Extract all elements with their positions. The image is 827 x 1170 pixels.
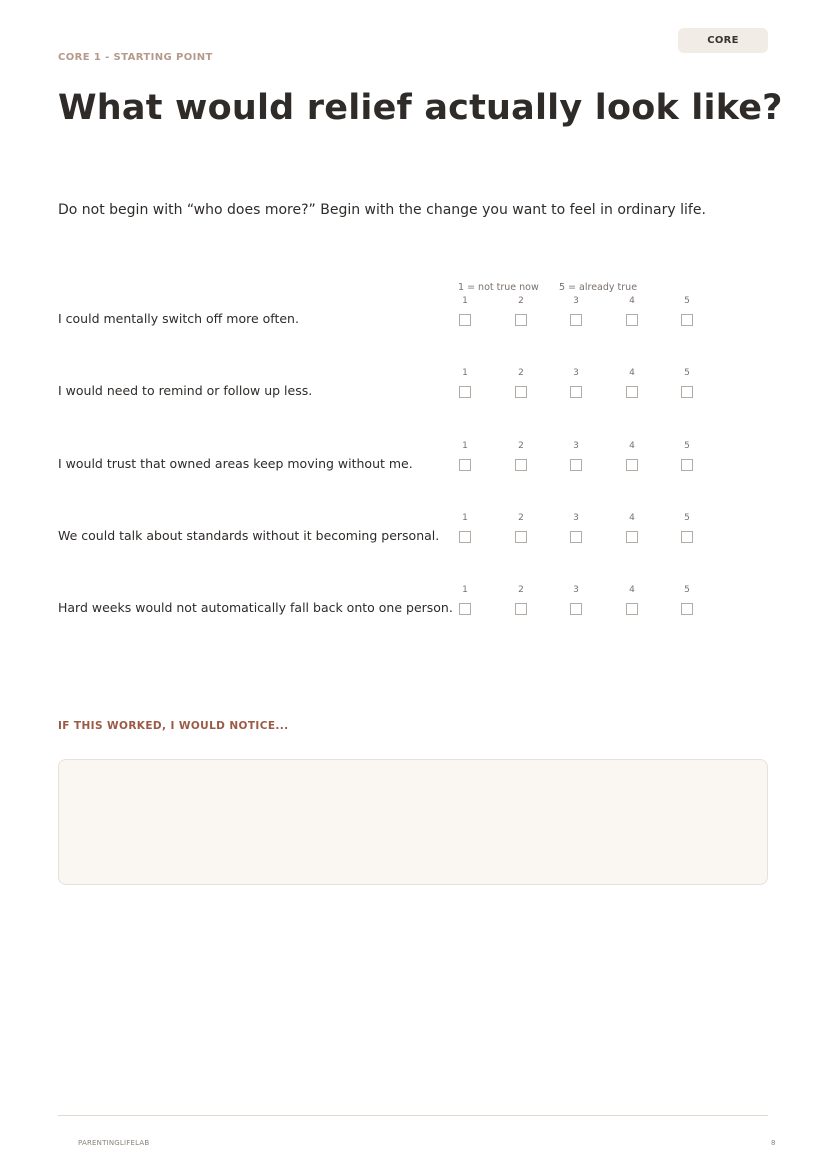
rating-row bbox=[58, 513, 768, 585]
rating-row bbox=[58, 368, 768, 440]
rating-option bbox=[679, 441, 695, 471]
rating-option-number: 2 bbox=[518, 512, 524, 523]
rating-option-number: 2 bbox=[518, 296, 524, 306]
rating-option bbox=[513, 368, 529, 398]
rating-option bbox=[513, 441, 529, 471]
rating-checkbox[interactable] bbox=[626, 603, 638, 615]
statement-label: I would trust that owned areas keep moving without me. bbox=[58, 455, 413, 471]
rating-option-number: 2 bbox=[518, 585, 524, 596]
rating-option bbox=[568, 585, 584, 615]
rating-option-number: 3 bbox=[573, 368, 579, 379]
rating-checkbox[interactable] bbox=[681, 314, 693, 326]
rating-option-number: 1 bbox=[462, 585, 468, 596]
rating-checkbox[interactable] bbox=[681, 531, 693, 543]
rating-option-number: 1 bbox=[462, 368, 468, 379]
statement-label: We could talk about standards without it becoming personal. bbox=[58, 527, 440, 543]
rating-checkbox[interactable] bbox=[626, 314, 638, 326]
rating-option bbox=[624, 368, 640, 398]
rating-checkbox[interactable] bbox=[459, 314, 471, 326]
section-eyebrow: CORE 1 - STARTING POINT bbox=[58, 52, 213, 63]
rating-checkbox[interactable] bbox=[515, 603, 527, 615]
rating-option-number: 3 bbox=[573, 512, 579, 523]
rating-option bbox=[457, 441, 473, 471]
rating-option bbox=[513, 513, 529, 543]
rating-option bbox=[513, 585, 529, 615]
rating-checkbox[interactable] bbox=[515, 386, 527, 398]
rating-option-number: 3 bbox=[573, 296, 579, 306]
rating-option-number: 4 bbox=[629, 512, 635, 523]
rating-option bbox=[624, 513, 640, 543]
rating-checkbox[interactable] bbox=[570, 386, 582, 398]
rating-option-number: 1 bbox=[462, 440, 468, 451]
rating-option bbox=[513, 296, 529, 326]
rating-option-number: 4 bbox=[629, 585, 635, 596]
rating-option bbox=[679, 296, 695, 326]
rating-checkbox[interactable] bbox=[515, 314, 527, 326]
statement-label: Hard weeks would not automatically fall back onto one person. bbox=[58, 600, 453, 616]
notes-label: IF THIS WORKED, I WOULD NOTICE... bbox=[58, 720, 289, 732]
rating-option-number: 2 bbox=[518, 440, 524, 451]
rating-option bbox=[457, 585, 473, 615]
rating-option-number: 2 bbox=[518, 368, 524, 379]
rating-option bbox=[624, 296, 640, 326]
rating-checkbox[interactable] bbox=[681, 603, 693, 615]
rating-option bbox=[568, 296, 584, 326]
page-number: 8 bbox=[771, 1139, 776, 1147]
rating-row bbox=[58, 441, 768, 513]
rating-option bbox=[679, 585, 695, 615]
rating-list bbox=[58, 296, 768, 657]
rating-option-number: 5 bbox=[684, 585, 690, 596]
rating-option-number: 5 bbox=[684, 296, 690, 306]
rating-option bbox=[624, 441, 640, 471]
rating-option bbox=[457, 296, 473, 326]
rating-option-number: 1 bbox=[462, 296, 468, 306]
scale-high-label: 5 = already true bbox=[559, 282, 638, 293]
rating-option bbox=[624, 585, 640, 615]
rating-option-number: 4 bbox=[629, 296, 635, 306]
footer-brand: PARENTINGLIFELAB bbox=[78, 1139, 150, 1147]
rating-checkbox[interactable] bbox=[570, 459, 582, 471]
statement-label: I would need to remind or follow up less. bbox=[58, 383, 313, 399]
rating-option-number: 5 bbox=[684, 512, 690, 523]
rating-option bbox=[568, 441, 584, 471]
intro-text: Do not begin with “who does more?” Begin with the change you want to feel in ordinary life. bbox=[58, 202, 706, 218]
rating-checkbox[interactable] bbox=[570, 531, 582, 543]
rating-option-number: 1 bbox=[462, 512, 468, 523]
rating-checkbox[interactable] bbox=[515, 531, 527, 543]
rating-option-number: 4 bbox=[629, 368, 635, 379]
rating-option-number: 4 bbox=[629, 440, 635, 451]
statement-label: I could mentally switch off more often. bbox=[58, 311, 299, 326]
rating-option bbox=[457, 368, 473, 398]
rating-row bbox=[58, 585, 768, 657]
rating-option-number: 3 bbox=[573, 440, 579, 451]
rating-checkbox[interactable] bbox=[570, 314, 582, 326]
rating-option bbox=[679, 368, 695, 398]
rating-option bbox=[568, 368, 584, 398]
rating-option-number: 5 bbox=[684, 440, 690, 451]
rating-checkbox[interactable] bbox=[570, 603, 582, 615]
rating-checkbox[interactable] bbox=[515, 459, 527, 471]
rating-checkbox[interactable] bbox=[459, 459, 471, 471]
rating-option-number: 3 bbox=[573, 585, 579, 596]
page-title: What would relief actually look like? bbox=[58, 88, 783, 128]
rating-checkbox[interactable] bbox=[626, 531, 638, 543]
notes-box[interactable] bbox=[58, 759, 768, 885]
rating-checkbox[interactable] bbox=[681, 459, 693, 471]
rating-option bbox=[679, 513, 695, 543]
rating-row bbox=[58, 296, 768, 368]
scale-low-label: 1 = not true now bbox=[458, 282, 539, 293]
rating-checkbox[interactable] bbox=[459, 386, 471, 398]
rating-checkbox[interactable] bbox=[459, 531, 471, 543]
core-badge: CORE bbox=[678, 28, 768, 53]
footer-divider bbox=[58, 1115, 768, 1116]
rating-checkbox[interactable] bbox=[626, 459, 638, 471]
rating-option bbox=[457, 513, 473, 543]
rating-option-number: 5 bbox=[684, 368, 690, 379]
rating-checkbox[interactable] bbox=[681, 386, 693, 398]
rating-checkbox[interactable] bbox=[459, 603, 471, 615]
rating-option bbox=[568, 513, 584, 543]
rating-checkbox[interactable] bbox=[626, 386, 638, 398]
